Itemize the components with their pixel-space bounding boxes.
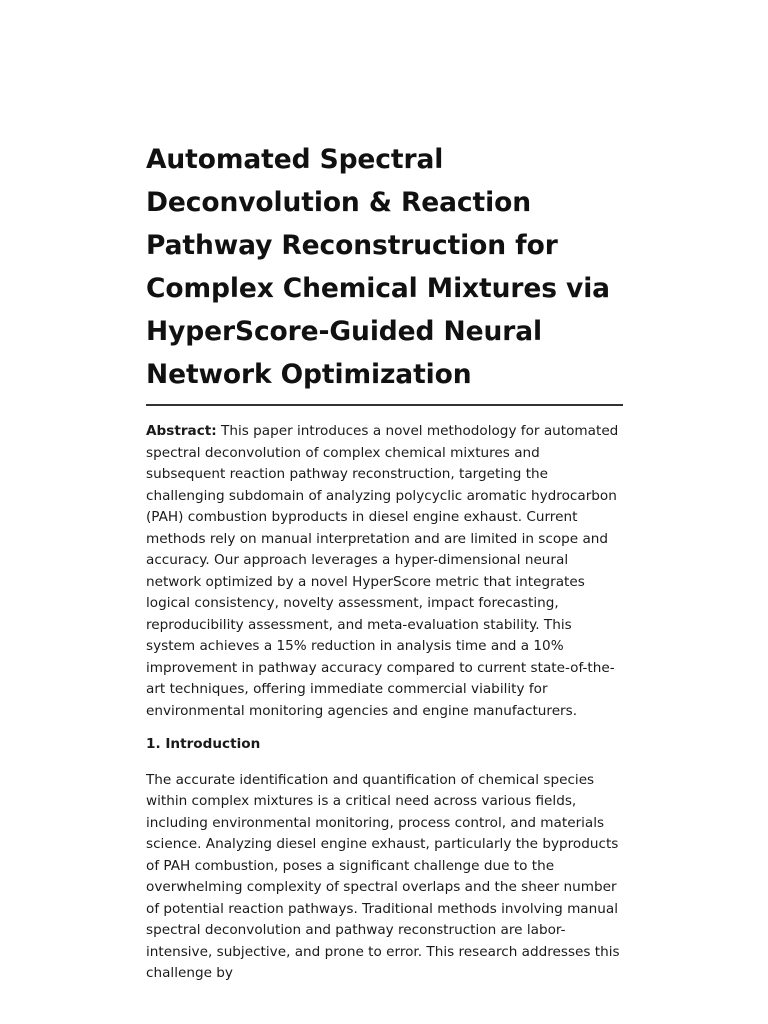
paper-title: Automated Spectral Deconvolution & Reaction Pathway Reconstruction for Complex Chemical Mixtures via HyperScore-Guided Neural Network Optimization <box>146 144 610 390</box>
section-heading-introduction: 1. Introduction <box>146 736 261 752</box>
title-divider <box>146 404 623 406</box>
abstract-paragraph <box>146 421 623 722</box>
abstract-label: Abstract: <box>146 423 217 439</box>
abstract-text: This paper introduces a novel methodology for automated spectral deconvolution of complex chemical mixtures and subsequent reaction pathway reconstruction, targeting the challenging subdomain of analyzing polycyclic aromatic hydrocarbon (PAH) combustion byproducts in diesel engine exhaust. Current methods rely on manual interpretation and are limited in scope and accuracy. Our approach leverages a hyper-dimensional neural network optimized by a novel HyperScore metric that integrates logical consistency, novelty assessment, impact forecasting, reproducibility assessment, and meta-evaluation stability. This system achieves a 15% reduction in analysis time and a 10% improvement in pathway accuracy compared to current state-of-the-art techniques, offering immediate commercial viability for environmental monitoring agencies and engine manufacturers. <box>146 423 619 719</box>
paper-page <box>146 138 623 985</box>
introduction-paragraph: The accurate identification and quantification of chemical species within complex mixtures is a critical need across various fields, including environmental monitoring, process control, and materials science. Analyzing diesel engine exhaust, particularly the byproducts of PAH combustion, poses a significant challenge due to the overwhelming complexity of spectral overlaps and the sheer number of potential reaction pathways. Traditional methods involving manual spectral deconvolution and pathway reconstruction are labor-intensive, subjective, and prone to error. This research addresses this challenge by <box>146 771 620 981</box>
